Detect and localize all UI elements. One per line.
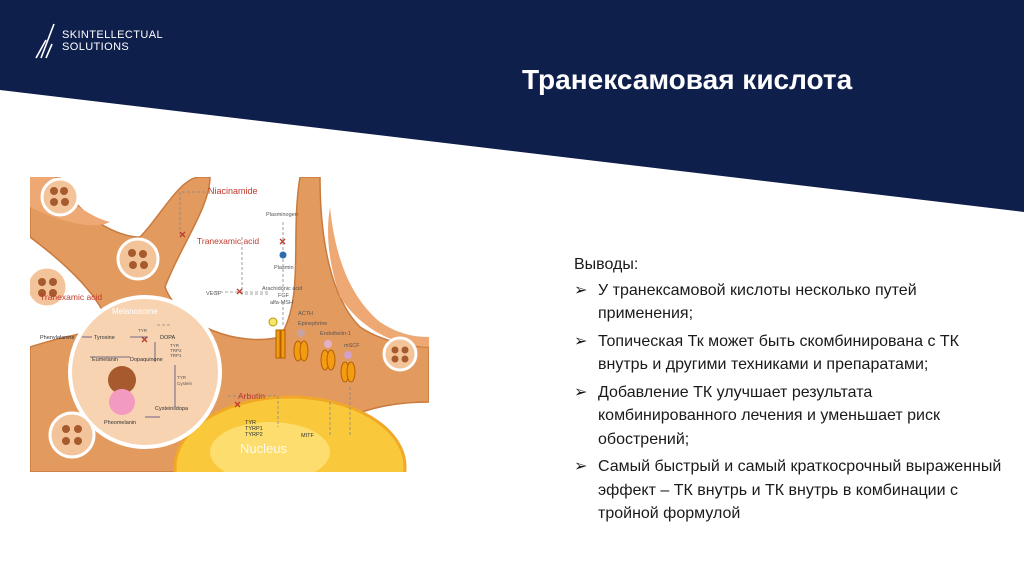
label-phenylalanine: Phenylalanine — [40, 335, 75, 341]
list-item-text: Топическая Тк может быть скомбинирована с ТК внутрь и другими техниками и препаратами; — [598, 332, 959, 373]
bullet-arrow-icon: ➢ — [574, 332, 588, 350]
label-tyrosine: Tyrosine — [94, 335, 115, 341]
label-fgf: FGF — [278, 293, 289, 299]
label-arbutin: Arbutin — [238, 391, 265, 401]
label-tyr-gene: TYR — [245, 420, 256, 426]
melanogenesis-diagram — [30, 177, 429, 472]
label-nucleus: Nucleus — [240, 441, 287, 456]
label-tyr-dopa: TYR — [170, 343, 179, 348]
label-alpha-msh: alfa-MSH — [270, 300, 293, 306]
label-mscf: mSCF — [344, 343, 360, 349]
melanin-granule-icon — [42, 179, 78, 215]
label-plasminogen: Plasminogen — [266, 212, 298, 218]
label-niacinamide: Niacinamide — [208, 186, 258, 196]
conclusions-list — [574, 279, 1004, 526]
label-cystein: Cystein — [177, 381, 193, 386]
label-plasmin: Plasmin — [274, 265, 294, 271]
label-trp1: TRP1 — [170, 353, 182, 358]
label-dopa: DOPA — [160, 335, 176, 341]
label-melanosome: Melanosome — [112, 307, 158, 316]
list-item — [574, 455, 1004, 526]
bullet-arrow-icon: ➢ — [574, 383, 588, 401]
label-eumelanin: Eumelanin — [92, 357, 118, 363]
label-epinephrine: Epinephrine — [298, 321, 328, 327]
label-trp2: TRP2 — [170, 348, 182, 353]
brand-logo — [32, 22, 163, 60]
label-vegf: VEGF — [206, 291, 221, 297]
label-dopaquinone: Dopaquinone — [130, 357, 163, 363]
bullet-arrow-icon: ➢ — [574, 458, 588, 475]
conclusions — [574, 253, 1004, 530]
list-item — [574, 330, 1004, 377]
list-item-text: Самый быстрый и самый краткосрочный выраженный эффект – ТК внутрь и ТК внутрь в комбинации с тройной формулой — [598, 458, 1002, 522]
list-item-text: Добавление ТК улучшает результата комбинированного лечения и уменьшает риск обострений; — [598, 383, 940, 448]
label-cysteinildopa: Cysteinildopa — [155, 406, 189, 412]
diagram-svg — [30, 177, 429, 472]
label-endothelin: Endothelin-1 — [320, 331, 351, 337]
label-mitf: MITF — [301, 433, 314, 439]
label-pheomelanin: Pheomelanin — [104, 420, 137, 426]
label-tyrp2-gene: TYRP2 — [245, 432, 263, 438]
brand-line-1: SKINTELLECTUAL — [62, 29, 163, 41]
label-tranexamic-top: Tranexamic acid — [197, 236, 260, 246]
label-tyrp1-gene: TYRP1 — [245, 426, 263, 432]
bullet-arrow-icon: ➢ — [574, 281, 588, 299]
label-tyr-cystein: TYR — [177, 375, 186, 380]
label-tyr-small: TYR — [138, 328, 147, 333]
list-item-text: У транексамовой кислоты несколько путей применения; — [598, 281, 917, 322]
slide-title: Транексамовая кислота — [522, 64, 853, 95]
label-arachidonic: Arachidonic acid — [262, 286, 303, 292]
label-tranexamic-left: Tranexamic acid — [40, 292, 103, 302]
label-acth: ACTH — [298, 311, 313, 317]
brand-name — [62, 29, 163, 53]
brand-slash-icon — [32, 22, 56, 60]
list-item — [574, 279, 1004, 326]
conclusions-heading: Выводы: — [574, 256, 639, 273]
brand-line-2: SOLUTIONS — [62, 41, 130, 53]
list-item — [574, 381, 1004, 452]
